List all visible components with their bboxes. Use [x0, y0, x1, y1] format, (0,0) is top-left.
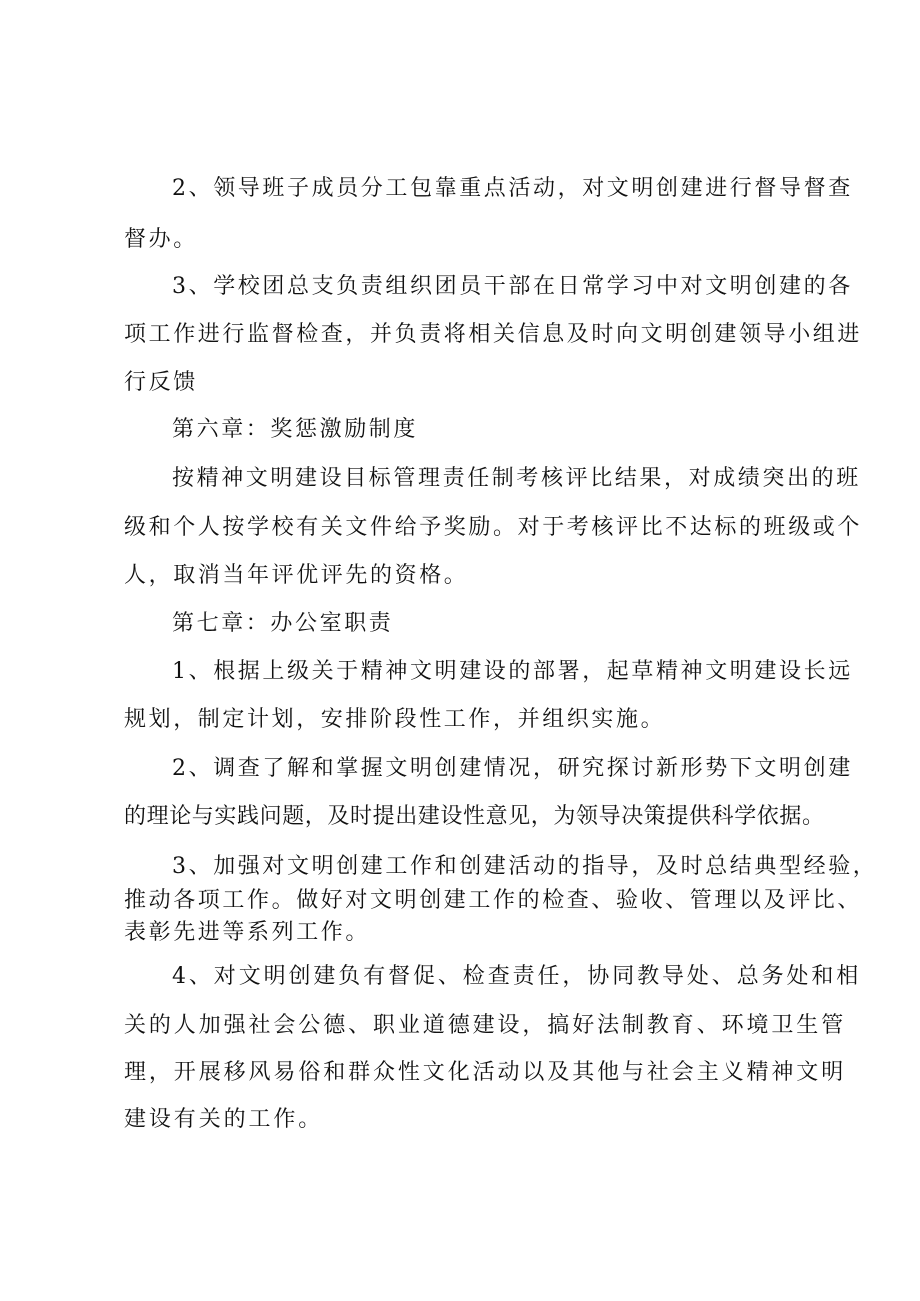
paragraph-line: 行反馈	[124, 370, 198, 395]
paragraph-line: 的理论与实践问题，及时提出建设性意见，为领导决策提供科学依据。	[124, 804, 825, 829]
paragraph-line: 表彰先进等系列工作。	[124, 920, 371, 945]
paragraph-line: 项工作进行监督检查，并负责将相关信息及时向文明创建领导小组进	[124, 322, 863, 347]
chapter-heading: 第七章：办公室职责	[172, 611, 394, 636]
paragraph-line: 4、对文明创建负有督促、检查责任，协同教导处、总务处和相	[172, 964, 862, 989]
paragraph-line: 3、加强对文明创建工作和创建活动的指导，及时总结典型经验，	[172, 854, 878, 879]
paragraph-line: 理，开展移风易俗和群众性文化活动以及其他与社会主义精神文明	[124, 1060, 847, 1085]
paragraph-line: 推动各项工作。做好对文明创建工作的检查、验收、管理以及评比、	[124, 888, 863, 913]
paragraph-line: 2、调查了解和掌握文明创建情况，研究探讨新形势下文明创建	[172, 756, 853, 781]
paragraph-line: 建设有关的工作。	[124, 1107, 324, 1132]
paragraph-line: 3、学校团总支负责组织团员干部在日常学习中对文明创建的各	[172, 274, 853, 299]
paragraph-line: 2、领导班子成员分工包靠重点活动，对文明创建进行督导督查	[172, 176, 853, 201]
paragraph-line: 级和个人按学校有关文件给予奖励。对于考核评比不达标的班级或个	[124, 515, 863, 540]
paragraph-line: 督办。	[124, 227, 198, 252]
paragraph-line: 规划，制定计划，安排阶段性工作，并组织实施。	[124, 707, 666, 732]
chapter-heading: 第六章：奖惩激励制度	[172, 417, 419, 442]
paragraph-line: 1、根据上级关于精神文明建设的部署，起草精神文明建设长远	[172, 659, 853, 684]
paragraph-line: 人，取消当年评优评先的资格。	[124, 563, 469, 588]
paragraph-line: 按精神文明建设目标管理责任制考核评比结果，对成绩突出的班	[172, 466, 861, 491]
paragraph-line: 关的人加强社会公德、职业道德建设，搞好法制教育、环境卫生管	[124, 1013, 847, 1038]
